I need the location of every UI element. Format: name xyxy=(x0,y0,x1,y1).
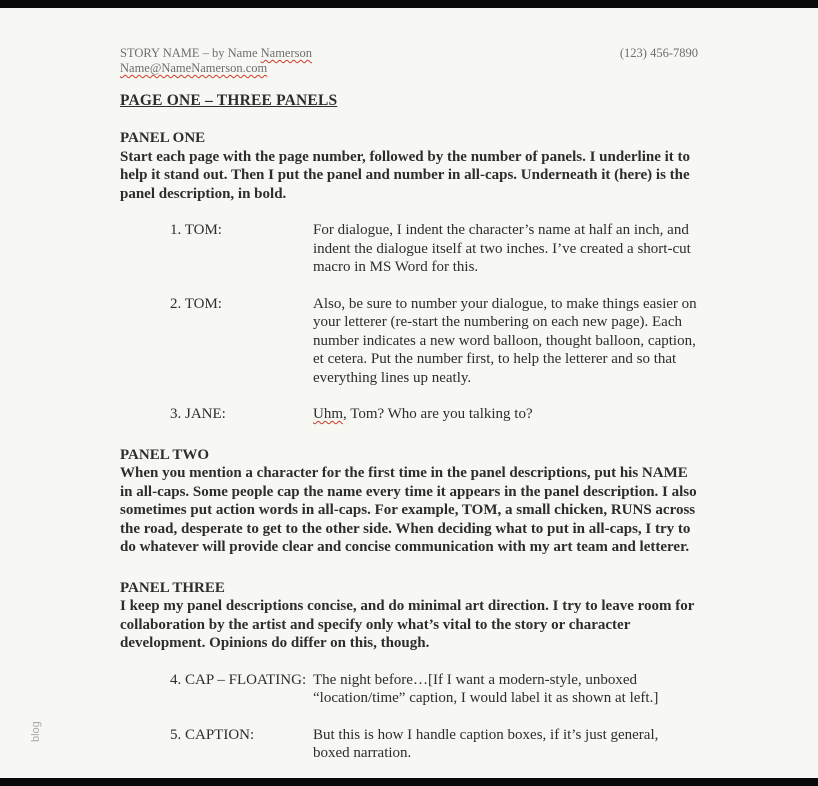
dialogue-label: 4. CAP – FLOATING: xyxy=(170,671,307,688)
panel-three-description: I keep my panel descriptions concise, and do minimal art direction. I try to leave room for collaboration by the artist and specify only what’s vital to the story or character development. Opinions do differ on this, though. xyxy=(120,598,695,651)
byline-name: Namerson xyxy=(260,46,312,60)
panel-two-heading: PANEL TWO xyxy=(120,446,210,463)
dialogue-entry xyxy=(120,221,698,277)
dialogue-label: 5. CAPTION: xyxy=(170,726,255,743)
panel-one-description: Start each page with the page number, followed by the number of panels. I underline it to help it stand out. Then I put the panel and number in all-caps. Underneath it (here) is the panel description, in bold. xyxy=(120,148,691,202)
dialogue-text: For dialogue, I indent the character’s name at half an inch, and indent the dialogue itself at two inches. I’ve created a short-cut macro in MS Word for this. xyxy=(313,222,691,275)
panel-two-description: When you mention a character for the first time in the panel descriptions, put his NAME in all-caps. Some people cap the name every time it appears in the panel description. I also sometimes put action words in all-caps. For example, TOM, a small chicken, RUNS across the road, desperate to get to the other side. When deciding what to put in all-caps, I try to do whatever will provide clear and concise communication with my art team and letterer. xyxy=(120,465,697,555)
dialogue-label: 2. TOM: xyxy=(170,295,222,312)
byline xyxy=(120,46,312,61)
author-email: Name@NameNamerson.com xyxy=(120,61,268,75)
dialogue-entry xyxy=(120,671,698,708)
dialogue-entry xyxy=(120,405,698,424)
panel-three-heading: PANEL THREE xyxy=(120,579,225,596)
top-border-bar xyxy=(0,0,818,8)
document-content xyxy=(120,46,698,763)
dialogue-entry xyxy=(120,295,698,388)
misspelled-word: Uhm xyxy=(313,406,343,422)
bottom-border-bar xyxy=(0,778,818,786)
dialogue-entry xyxy=(120,726,698,763)
dialogue-group-panel-one xyxy=(120,221,698,424)
dialogue-label: 1. TOM: xyxy=(170,222,222,238)
dialogue-text xyxy=(313,405,698,424)
author-block xyxy=(120,46,312,76)
dialogue-text-rest: , Tom? Who are you talking to? xyxy=(343,406,533,422)
byline-prefix: STORY NAME – by Name xyxy=(120,46,261,60)
page-title: PAGE ONE – THREE PANELS xyxy=(120,92,338,109)
document-header xyxy=(120,46,698,76)
blog-watermark: blog xyxy=(30,721,42,742)
dialogue-label: 3. JANE: xyxy=(170,406,226,422)
dialogue-text: Also, be sure to number your dialogue, to make things easier on your letterer (re-start the numbering on each new page). Each number indicates a new word balloon, thought balloon, caption, et cetera. Put the number first, to help the letterer and so that everything lines up neatly. xyxy=(313,295,697,386)
panel-one-heading: PANEL ONE xyxy=(120,130,206,146)
dialogue-text: The night before…[If I want a modern-style, unboxed “location/time” caption, I would label it as shown at left.] xyxy=(313,671,659,706)
phone-number: (123) 456-7890 xyxy=(619,46,698,60)
dialogue-group-panel-three xyxy=(120,671,698,763)
dialogue-text: But this is how I handle caption boxes, if it’s just general, boxed narration. xyxy=(313,726,659,761)
